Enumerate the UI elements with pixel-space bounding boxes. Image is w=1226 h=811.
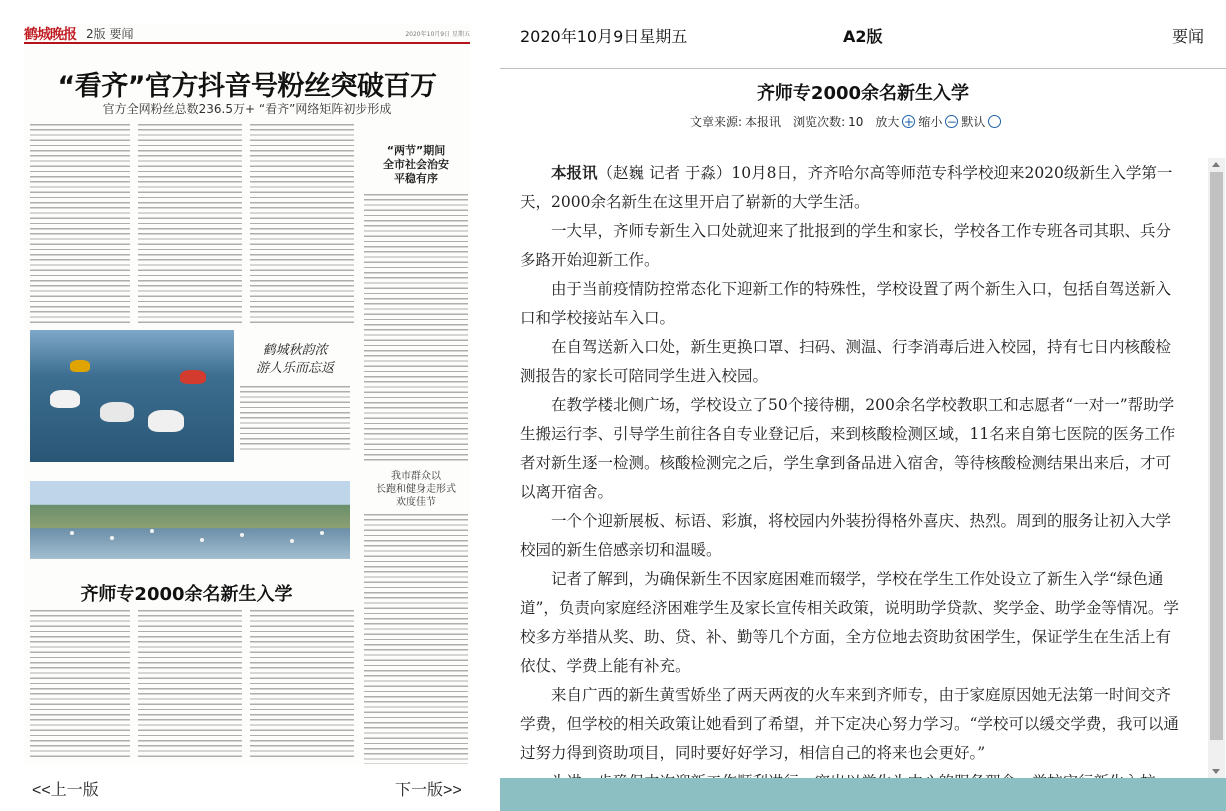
article-lead: 本报讯: [551, 163, 598, 182]
article-paragraph-text: （赵巍 记者 于淼）10月8日，齐齐哈尔高等师范专科学校迎来2020级新生入学第一天，2000余名新生在这里开启了崭新的大学生活。: [520, 164, 1173, 211]
article-scrollbar[interactable]: [1208, 158, 1225, 778]
newspaper-page-image[interactable]: [24, 24, 470, 764]
plus-circle-icon[interactable]: +: [903, 115, 914, 129]
newspaper-text-block: [250, 610, 354, 760]
prev-page-link[interactable]: <<上一版: [32, 782, 99, 799]
newspaper-side-title[interactable]: “两节”期间 全市社会治安 平稳有序: [383, 144, 449, 185]
newspaper-text-block: [30, 124, 130, 324]
section-link[interactable]: 要闻: [1171, 27, 1204, 46]
newspaper-article-title[interactable]: 齐师专2000余名新生入学: [80, 584, 293, 605]
newspaper-photo-wetland: [30, 481, 350, 559]
zoom-out-label: 缩小: [918, 115, 943, 129]
newspaper-logo: 鹤城晚报: [24, 27, 76, 43]
article-paragraph: 来自广西的新生黄雪娇坐了两天两夜的火车来到齐师专，由于家庭原因她无法第一时间交齐学费，但学校的相关政策让她看到了希望，并下定决心努力学习。“学校可以缓交学费，我可以通过努力得到资助项目，同时要好好学习，相信自己的将来也会更好。”: [520, 686, 1179, 762]
newspaper-photo-boats: [30, 330, 234, 462]
newspaper-page-pane: [0, 0, 500, 811]
next-page-link[interactable]: 下一版>>: [395, 782, 462, 799]
newspaper-text-block: [250, 124, 354, 324]
article-paragraph: 在教学楼北侧广场，学校设立了50个接待棚，200余名学校教职工和志愿者“一对一”帮助学生搬运行李、引导学生前往各自专业登记后，来到核酸检测区域，11名来自第七医院的医务工作者对新生逐一检测。核酸检测完之后，学生拿到备品进入宿舍，等待核酸检测结果出来后，才可以离开宿舍。: [520, 396, 1176, 501]
issue-bar: [500, 0, 1226, 69]
article-pane: [500, 0, 1226, 811]
source-label: 文章来源:: [690, 115, 743, 129]
newspaper-text-block: [138, 124, 242, 324]
article-paragraph: 一个个迎新展板、标语、彩旗，将校园内外装扮得格外喜庆、热烈。周到的服务让初入大学校园的新生倍感亲切和温暖。: [520, 512, 1172, 559]
article-paragraph: 在自驾送新入口处，新生更换口罩、扫码、测温、行李消毒后进入校园，持有七日内核酸检测报告的家长可陪同学生进入校园。: [520, 338, 1172, 385]
footer-bar: [500, 778, 1226, 811]
issue-date: 2020年10月9日星期五: [520, 27, 688, 46]
newspaper-header: [24, 24, 470, 44]
scroll-down-arrow-icon[interactable]: [1212, 769, 1220, 774]
newspaper-poem: [240, 342, 350, 452]
newspaper-text-block: [138, 610, 242, 760]
newspaper-text-block: [30, 610, 130, 760]
article-title: 齐师专2000余名新生入学: [756, 83, 970, 104]
source-value: 本报讯: [745, 115, 782, 129]
newspaper-headline[interactable]: “看齐”官方抖音号粉丝突破百万: [57, 71, 437, 102]
scrollbar-thumb[interactable]: [1210, 172, 1223, 740]
article-paragraph: [520, 158, 1184, 217]
views-count: 10: [848, 114, 864, 129]
edition-label: A2版: [843, 27, 883, 46]
article-paragraph: 一大早，齐师专新生入口处就迎来了批报到的学生和家长，学校各工作专班各司其职、兵分多路开始迎新工作。: [520, 222, 1172, 269]
reset-label: 默认: [961, 115, 986, 129]
zoom-in-label: 放大: [875, 115, 900, 129]
newspaper-subheadline: 官方全网粉丝总数236.5万+ “看齐”网络矩阵初步形成: [102, 102, 392, 116]
article-body: [520, 158, 1184, 778]
article-paragraph: 记者了解到，为确保新生不因家庭困难而辍学，学校在学生工作处设立了新生入学“绿色通道”，负责向家庭经济困难学生及家长宣传相关政策，说明助学贷款、奖学金、助学金等情况。学校多方举措从奖、助、贷、补、勤等几个方面，全方位地去资助贫困学生，保证学生在生活上有依仗、学费上能有补充。: [520, 570, 1179, 675]
newspaper-text-block: [240, 386, 350, 450]
newspaper-page-label: 2版 要闻: [86, 27, 134, 41]
newspaper-text-block: [364, 194, 468, 464]
scroll-up-arrow-icon[interactable]: [1212, 162, 1220, 167]
newspaper-header-meta: 2020年10月9日 星期五: [405, 31, 470, 38]
circle-icon[interactable]: [988, 115, 1001, 128]
views-label: 浏览次数:: [793, 115, 846, 129]
minus-circle-icon[interactable]: −: [946, 115, 957, 129]
article-paragraph: 由于当前疫情防控常态化下迎新工作的特殊性，学校设置了两个新生入口，包括自驾送新入口和学校接站车入口。: [520, 280, 1172, 327]
newspaper-side-title-2[interactable]: 我市群众以 长跑和健身走形式 欢度佳节: [376, 471, 456, 508]
article-meta: [690, 113, 1004, 130]
newspaper-poem-title: 鹤城秋韵浓 游人乐而忘返: [255, 343, 334, 376]
newspaper-text-block: [364, 514, 468, 764]
